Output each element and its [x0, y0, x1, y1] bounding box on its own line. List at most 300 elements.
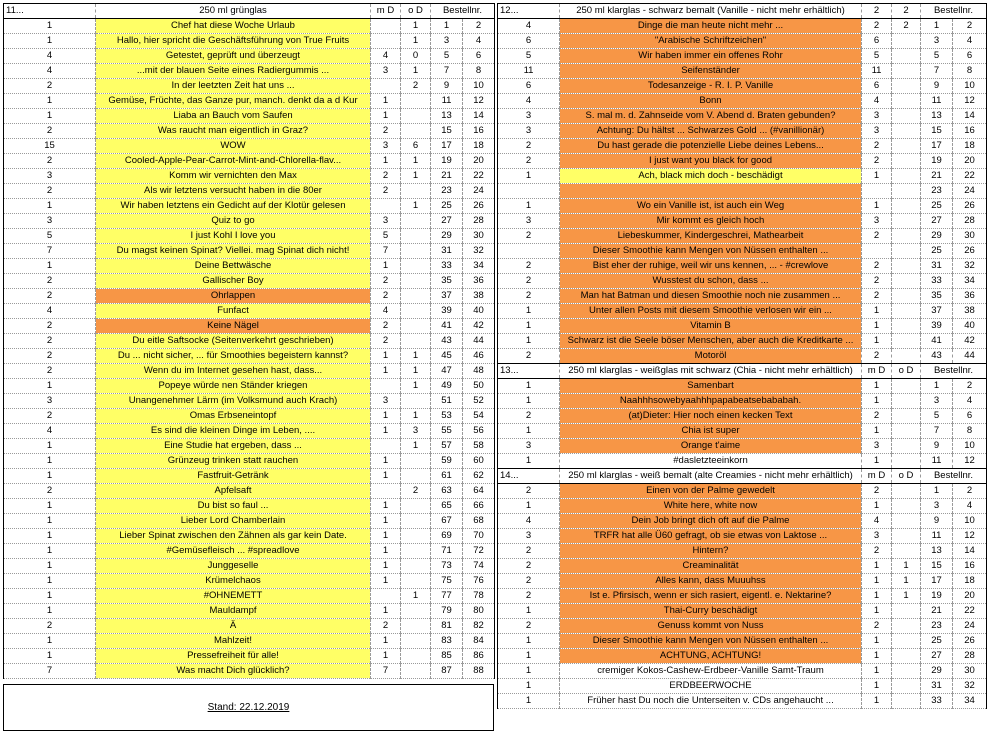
bestellnr-b-cell: 66 [463, 499, 495, 514]
table-row [4, 499, 495, 514]
right-sheet [497, 3, 986, 709]
md-cell: 2 [371, 274, 401, 289]
od-cell [401, 319, 431, 334]
quantity-cell: 1 [4, 454, 96, 469]
label-name-cell: Ach, black mich doch - beschädigt [560, 169, 862, 184]
od-cell: 1 [401, 364, 431, 379]
quantity-cell: 2 [4, 319, 96, 334]
quantity-cell: 1 [498, 304, 560, 319]
md-cell: 1 [371, 424, 401, 439]
label-name-cell: Was raucht man eigentlich in Graz? [96, 124, 371, 139]
label-name-cell: Wir haben immer ein offenes Rohr [560, 49, 862, 64]
label-name-cell: Dieser Smoothie kann Mengen von Nüssen enthalten ... [560, 634, 862, 649]
bestellnr-a-cell: 23 [921, 619, 953, 634]
bestellnr-b-cell: 14 [953, 109, 987, 124]
md-cell: 1 [862, 169, 892, 184]
label-name-cell: White here, white now [560, 499, 862, 514]
bestellnr-b-cell: 56 [463, 424, 495, 439]
header-md: m D [371, 4, 401, 19]
quantity-cell: 3 [4, 214, 96, 229]
bestellnr-a-cell: 3 [431, 34, 463, 49]
bestellnr-a-cell: 31 [431, 244, 463, 259]
table-row [4, 274, 495, 289]
od-cell [892, 679, 921, 694]
table-row [498, 304, 987, 319]
bestellnr-b-cell: 2 [463, 19, 495, 34]
quantity-cell: 2 [498, 259, 560, 274]
label-name-cell: Omas Erbseneintopf [96, 409, 371, 424]
bestellnr-a-cell: 87 [431, 664, 463, 679]
table-row [498, 34, 987, 49]
bestellnr-a-cell: 33 [921, 274, 953, 289]
label-name-cell: Genuss kommt von Nuss [560, 619, 862, 634]
md-cell: 1 [862, 679, 892, 694]
md-cell: 1 [371, 364, 401, 379]
table-row [498, 94, 987, 109]
label-name-cell: Eine Studie hat ergeben, dass ... [96, 439, 371, 454]
quantity-cell [498, 184, 560, 199]
md-cell: 1 [862, 574, 892, 589]
table-row [4, 454, 495, 469]
table-row [498, 574, 987, 589]
table-row [4, 319, 495, 334]
table-row [4, 334, 495, 349]
quantity-cell: 1 [4, 109, 96, 124]
md-cell: 1 [371, 544, 401, 559]
label-name-cell: Fastfruit-Getränk [96, 469, 371, 484]
bestellnr-b-cell: 40 [463, 304, 495, 319]
bestellnr-a-cell: 43 [921, 349, 953, 364]
table-row [4, 394, 495, 409]
bestellnr-a-cell: 15 [921, 559, 953, 574]
quantity-cell: 1 [4, 439, 96, 454]
bestellnr-b-cell: 26 [953, 244, 987, 259]
quantity-cell: 4 [4, 424, 96, 439]
bestellnr-a-cell: 13 [921, 109, 953, 124]
od-cell [892, 544, 921, 559]
md-cell: 2 [862, 154, 892, 169]
od-cell: 2 [401, 484, 431, 499]
md-cell [371, 589, 401, 604]
od-cell: 2 [892, 19, 921, 34]
bestellnr-b-cell: 2 [953, 484, 987, 499]
quantity-cell: 1 [4, 529, 96, 544]
label-name-cell: Wusstest du schon, dass ... [560, 274, 862, 289]
bestellnr-b-cell: 16 [463, 124, 495, 139]
od-cell: 1 [401, 439, 431, 454]
label-name-cell: Quiz to go [96, 214, 371, 229]
bestellnr-b-cell: 4 [463, 34, 495, 49]
table-row [498, 19, 987, 34]
label-name-cell: #Gemüsefleisch ... #spreadlove [96, 544, 371, 559]
table-row [498, 514, 987, 529]
label-name-cell: In der leetzten Zeit hat uns ... [96, 79, 371, 94]
label-name-cell: Hallo, hier spricht die Geschäftsführung von True Fruits [96, 34, 371, 49]
bestellnr-a-cell: 19 [431, 154, 463, 169]
label-name-cell: Komm wir vernichten den Max [96, 169, 371, 184]
bestellnr-b-cell: 72 [463, 544, 495, 559]
od-cell: 1 [401, 199, 431, 214]
bestellnr-a-cell: 17 [921, 574, 953, 589]
od-cell [892, 64, 921, 79]
label-name-cell: Todesanzeige - R. I. P. Vanille [560, 79, 862, 94]
bestellnr-b-cell: 44 [463, 334, 495, 349]
section-header-row [498, 469, 987, 484]
table-row [498, 619, 987, 634]
bestellnr-b-cell: 14 [463, 109, 495, 124]
bestellnr-a-cell: 11 [921, 94, 953, 109]
md-cell [371, 439, 401, 454]
table-row [4, 229, 495, 244]
bestellnr-a-cell: 37 [921, 304, 953, 319]
bestellnr-a-cell: 81 [431, 619, 463, 634]
md-cell: 2 [371, 319, 401, 334]
section-number: 12... [498, 4, 560, 19]
label-name-cell: Ohrlappen [96, 289, 371, 304]
quantity-cell: 1 [4, 604, 96, 619]
label-name-cell: cremiger Kokos-Cashew-Erdbeer-Vanille Samt-Traum [560, 664, 862, 679]
od-cell [892, 454, 921, 469]
table-row [498, 109, 987, 124]
label-name-cell: Wenn du im Internet gesehen hast, dass... [96, 364, 371, 379]
bestellnr-a-cell: 71 [431, 544, 463, 559]
bestellnr-b-cell: 24 [463, 184, 495, 199]
bestellnr-b-cell: 82 [463, 619, 495, 634]
table-row [498, 139, 987, 154]
label-name-cell: (at)Dieter: Hier noch einen kecken Text [560, 409, 862, 424]
header-od: 2 [892, 4, 921, 19]
table-row [4, 94, 495, 109]
bestellnr-b-cell: 34 [463, 259, 495, 274]
quantity-cell: 1 [4, 514, 96, 529]
label-name-cell: Ä [96, 619, 371, 634]
bestellnr-b-cell: 26 [953, 199, 987, 214]
bestellnr-b-cell: 48 [463, 364, 495, 379]
bestellnr-b-cell: 20 [463, 154, 495, 169]
bestellnr-b-cell: 88 [463, 664, 495, 679]
od-cell [892, 94, 921, 109]
bestellnr-a-cell: 23 [431, 184, 463, 199]
quantity-cell: 2 [498, 544, 560, 559]
md-cell: 1 [371, 259, 401, 274]
od-cell [892, 334, 921, 349]
bestellnr-b-cell: 32 [953, 259, 987, 274]
od-cell [892, 244, 921, 259]
bestellnr-a-cell: 77 [431, 589, 463, 604]
od-cell: 1 [892, 589, 921, 604]
label-name-cell: Einen von der Palme gewedelt [560, 484, 862, 499]
label-name-cell: Früher hast Du noch die Unterseiten v. CDs angehaucht ... [560, 694, 862, 709]
bestellnr-b-cell: 34 [953, 274, 987, 289]
od-cell [892, 319, 921, 334]
table-row [4, 574, 495, 589]
table-row [4, 439, 495, 454]
label-name-cell: Popeye würde nen Ständer kriegen [96, 379, 371, 394]
md-cell: 1 [371, 529, 401, 544]
od-cell [401, 544, 431, 559]
od-cell [401, 619, 431, 634]
quantity-cell: 7 [4, 664, 96, 679]
table-row [4, 649, 495, 664]
md-cell: 5 [862, 49, 892, 64]
md-cell: 1 [862, 454, 892, 469]
bestellnr-a-cell: 13 [921, 544, 953, 559]
stand-date: Stand: 22.12.2019 [207, 702, 290, 713]
od-cell [401, 304, 431, 319]
table-row [498, 169, 987, 184]
table-row [4, 139, 495, 154]
md-cell: 2 [862, 409, 892, 424]
bestellnr-a-cell: 47 [431, 364, 463, 379]
bestellnr-b-cell: 30 [953, 664, 987, 679]
bestellnr-b-cell: 40 [953, 319, 987, 334]
bestellnr-a-cell: 39 [431, 304, 463, 319]
section-header-row [4, 4, 495, 19]
quantity-cell: 1 [498, 694, 560, 709]
label-name-cell: Cooled-Apple-Pear-Carrot-Mint-and-Chlorella-flav... [96, 154, 371, 169]
label-name-cell: Achtung: Du hältst ... Schwarzes Gold ... (#vanillionär) [560, 124, 862, 139]
label-name-cell: Chef hat diese Woche Urlaub [96, 19, 371, 34]
table-row [498, 259, 987, 274]
bestellnr-b-cell: 28 [953, 649, 987, 664]
label-name-cell: S. mal m. d. Zahnseide vom V. Abend d. Braten gebunden? [560, 109, 862, 124]
md-cell: 1 [862, 664, 892, 679]
bestellnr-b-cell: 58 [463, 439, 495, 454]
label-name-cell: Deine Bettwäsche [96, 259, 371, 274]
left-sheet [3, 3, 494, 679]
table-row [4, 79, 495, 94]
od-cell [401, 124, 431, 139]
quantity-cell: 1 [498, 394, 560, 409]
bestellnr-b-cell: 38 [953, 304, 987, 319]
od-cell [401, 604, 431, 619]
bestellnr-a-cell: 9 [921, 514, 953, 529]
bestellnr-a-cell: 41 [921, 334, 953, 349]
od-cell [401, 529, 431, 544]
bestellnr-b-cell: 42 [463, 319, 495, 334]
md-cell: 3 [862, 124, 892, 139]
quantity-cell: 2 [498, 589, 560, 604]
od-cell [401, 469, 431, 484]
label-name-cell: I just Kohl I love you [96, 229, 371, 244]
od-cell [892, 694, 921, 709]
header-bestellnr: Bestellnr. [921, 469, 987, 484]
label-name-cell: I just want you black for good [560, 154, 862, 169]
md-cell: 1 [862, 634, 892, 649]
bestellnr-a-cell: 9 [921, 439, 953, 454]
bestellnr-b-cell: 18 [463, 139, 495, 154]
od-cell: 0 [401, 49, 431, 64]
od-cell [401, 664, 431, 679]
label-name-cell: Mir kommt es gleich hoch [560, 214, 862, 229]
quantity-cell: 3 [498, 439, 560, 454]
bestellnr-a-cell: 17 [921, 139, 953, 154]
od-cell: 1 [892, 574, 921, 589]
od-cell [401, 109, 431, 124]
label-name-cell: Du magst keinen Spinat? Viellei. mag Spinat dich nicht! [96, 244, 371, 259]
label-name-cell: #OHNEMETT [96, 589, 371, 604]
quantity-cell: 2 [498, 154, 560, 169]
label-name-cell: Du hast gerade die potenzielle Liebe deines Lebens... [560, 139, 862, 154]
md-cell: 2 [371, 124, 401, 139]
quantity-cell: 2 [498, 409, 560, 424]
md-cell: 1 [862, 694, 892, 709]
bestellnr-a-cell: 69 [431, 529, 463, 544]
md-cell: 1 [862, 649, 892, 664]
md-cell: 1 [371, 634, 401, 649]
label-name-cell: #dasletzteeinkorn [560, 454, 862, 469]
od-cell [892, 664, 921, 679]
table-row [498, 559, 987, 574]
quantity-cell: 3 [498, 124, 560, 139]
table-row [4, 514, 495, 529]
sections-12-14-table [497, 3, 987, 709]
bestellnr-b-cell: 70 [463, 529, 495, 544]
bestellnr-b-cell: 8 [953, 64, 987, 79]
bestellnr-a-cell: 7 [921, 64, 953, 79]
bestellnr-a-cell: 33 [921, 694, 953, 709]
bestellnr-b-cell: 16 [953, 124, 987, 139]
table-row [498, 334, 987, 349]
od-cell [892, 274, 921, 289]
md-cell [371, 199, 401, 214]
section-title: 250 ml klarglas - schwarz bemalt (Vanille - nicht mehr erhältlich) [560, 4, 862, 19]
bestellnr-b-cell: 12 [953, 529, 987, 544]
label-name-cell [560, 184, 862, 199]
table-row [498, 604, 987, 619]
table-row [4, 289, 495, 304]
quantity-cell: 1 [4, 379, 96, 394]
quantity-cell: 4 [498, 94, 560, 109]
header-od: o D [401, 4, 431, 19]
table-row [4, 49, 495, 64]
bestellnr-b-cell: 8 [463, 64, 495, 79]
bestellnr-a-cell: 73 [431, 559, 463, 574]
table-row [4, 559, 495, 574]
label-name-cell: Wo ein Vanille ist, ist auch ein Weg [560, 199, 862, 214]
section-header-row [498, 364, 987, 379]
od-cell [401, 634, 431, 649]
quantity-cell: 3 [498, 214, 560, 229]
label-name-cell: Wir haben letztens ein Gedicht auf der Klotür gelesen [96, 199, 371, 214]
label-name-cell: Thai-Curry beschädigt [560, 604, 862, 619]
quantity-cell: 1 [498, 319, 560, 334]
bestellnr-a-cell: 25 [431, 199, 463, 214]
od-cell [892, 619, 921, 634]
bestellnr-b-cell: 6 [463, 49, 495, 64]
md-cell: 1 [371, 454, 401, 469]
od-cell [401, 514, 431, 529]
md-cell: 3 [371, 214, 401, 229]
quantity-cell: 1 [498, 499, 560, 514]
bestellnr-b-cell: 6 [953, 409, 987, 424]
table-row [4, 184, 495, 199]
header-bestellnr: Bestellnr. [921, 364, 987, 379]
table-row [4, 379, 495, 394]
bestellnr-a-cell: 25 [921, 244, 953, 259]
od-cell [892, 169, 921, 184]
od-cell [892, 259, 921, 274]
quantity-cell: 11 [498, 64, 560, 79]
md-cell: 2 [862, 139, 892, 154]
bestellnr-a-cell: 1 [921, 484, 953, 499]
md-cell: 3 [371, 64, 401, 79]
bestellnr-a-cell: 45 [431, 349, 463, 364]
md-cell: 1 [862, 559, 892, 574]
bestellnr-b-cell: 12 [953, 454, 987, 469]
md-cell: 2 [862, 289, 892, 304]
label-name-cell: Funfact [96, 304, 371, 319]
bestellnr-a-cell: 67 [431, 514, 463, 529]
md-cell: 2 [862, 619, 892, 634]
od-cell [892, 184, 921, 199]
md-cell: 1 [371, 349, 401, 364]
label-name-cell: Mauldampf [96, 604, 371, 619]
od-cell [401, 394, 431, 409]
table-row [498, 694, 987, 709]
quantity-cell: 2 [498, 484, 560, 499]
label-name-cell: Creaminalität [560, 559, 862, 574]
md-cell: 1 [862, 604, 892, 619]
bestellnr-a-cell: 35 [431, 274, 463, 289]
label-name-cell: Liaba an Bauch vom Saufen [96, 109, 371, 124]
label-name-cell: Es sind die kleinen Dinge im Leben, .... [96, 424, 371, 439]
bestellnr-a-cell: 85 [431, 649, 463, 664]
md-cell [862, 244, 892, 259]
quantity-cell: 2 [4, 364, 96, 379]
bestellnr-a-cell: 25 [921, 634, 953, 649]
table-row [498, 79, 987, 94]
bestellnr-a-cell: 33 [431, 259, 463, 274]
bestellnr-b-cell: 12 [953, 94, 987, 109]
od-cell [892, 604, 921, 619]
od-cell [892, 424, 921, 439]
quantity-cell: 6 [498, 34, 560, 49]
bestellnr-a-cell: 29 [431, 229, 463, 244]
od-cell [892, 439, 921, 454]
md-cell [862, 184, 892, 199]
table-row [4, 34, 495, 49]
md-cell [371, 379, 401, 394]
label-name-cell: ...mit der blauen Seite eines Radiergummis ... [96, 64, 371, 79]
section-number: 11... [4, 4, 96, 19]
od-cell: 1 [401, 349, 431, 364]
md-cell: 11 [862, 64, 892, 79]
od-cell [892, 634, 921, 649]
bestellnr-a-cell: 19 [921, 154, 953, 169]
od-cell [892, 49, 921, 64]
table-row [498, 679, 987, 694]
md-cell: 1 [371, 514, 401, 529]
quantity-cell: 3 [4, 169, 96, 184]
bestellnr-b-cell: 4 [953, 394, 987, 409]
quantity-cell: 2 [4, 484, 96, 499]
label-name-cell: Grünzeug trinken statt rauchen [96, 454, 371, 469]
bestellnr-b-cell: 36 [463, 274, 495, 289]
table-row [4, 244, 495, 259]
label-name-cell: Dein Job bringt dich oft auf die Palme [560, 514, 862, 529]
md-cell: 6 [862, 79, 892, 94]
md-cell: 1 [862, 334, 892, 349]
bestellnr-a-cell: 39 [921, 319, 953, 334]
quantity-cell: 2 [498, 229, 560, 244]
table-row [498, 214, 987, 229]
od-cell [892, 124, 921, 139]
quantity-cell: 1 [498, 424, 560, 439]
quantity-cell: 4 [498, 514, 560, 529]
md-cell: 2 [371, 619, 401, 634]
md-cell [371, 484, 401, 499]
